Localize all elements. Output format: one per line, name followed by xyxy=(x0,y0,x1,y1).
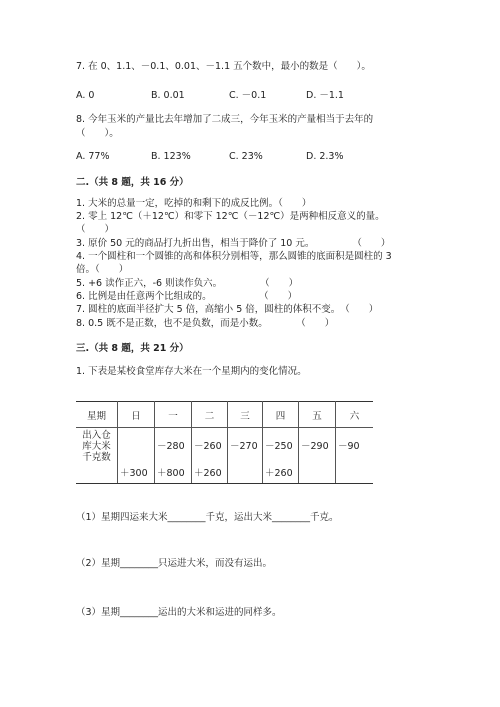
row-label-line: 千克数 xyxy=(82,452,111,463)
section-2-line: 5. +6 读作正六，-6 则读作负六。 （ ） xyxy=(76,278,299,289)
q7-option-a: A. 0 xyxy=(76,90,95,101)
table-cell xyxy=(228,428,263,484)
row-label-line: 库大米 xyxy=(82,441,111,452)
table-cell xyxy=(155,428,192,484)
table-header-cell: 六 xyxy=(336,402,374,428)
section-2-title: 二.（共 8 题，共 16 分） xyxy=(76,177,189,188)
rice-stock-table xyxy=(76,401,373,484)
q7-option-d: D. －1.1 xyxy=(306,90,344,101)
table-row xyxy=(76,428,373,484)
cell-out: －290 xyxy=(301,441,329,452)
q8-option-c: C. 23% xyxy=(229,151,263,162)
q7-option-c: C. －0.1 xyxy=(229,90,267,101)
table-header-cell: 日 xyxy=(118,402,155,428)
table-cell xyxy=(263,428,299,484)
table-header-cell: 星期 xyxy=(76,402,118,428)
sub-question-2: （2）星期________只运进大米，而没有运出。 xyxy=(76,558,273,569)
cell-in: ＋300 xyxy=(120,468,148,479)
sub-question-1: （1）星期四运来大米________千克，运出大米________千克。 xyxy=(76,512,339,523)
section-2-line: 2. 零上 12℃（＋12℃）和零下 12℃（－12℃）是两种相反意义的量。 xyxy=(76,211,385,222)
q8-option-d: D. 2.3% xyxy=(306,151,344,162)
section-2-line: 7. 圆柱的底面半径扩大 5 倍，高缩小 5 倍，圆柱的体积不变。 （ ） xyxy=(76,304,379,315)
section-2-line: 倍。（ ） xyxy=(76,264,129,275)
q7-option-b: B. 0.01 xyxy=(151,90,185,101)
table-header-cell: 四 xyxy=(263,402,299,428)
section-2-line: 3. 原价 50 元的商品打九折出售，相当于降价了 10 元。 （ ） xyxy=(76,238,391,249)
q8-option-b: B. 123% xyxy=(151,151,191,162)
q8-option-a: A. 77% xyxy=(76,151,110,162)
cell-in: ＋260 xyxy=(265,468,293,479)
section-2-line: 6. 比例是由任意两个比组成的。 （ ） xyxy=(76,291,298,302)
cell-in: ＋800 xyxy=(157,468,185,479)
table-cell xyxy=(336,428,374,484)
table-header-cell: 一 xyxy=(155,402,192,428)
cell-out: －260 xyxy=(194,441,222,452)
section-2-line: 1. 大米的总量一定，吃掉的和剩下的成反比例。（ ） xyxy=(76,198,312,209)
sub-question-3: （3）星期________运出的大米和运进的同样多。 xyxy=(76,607,282,618)
cell-in: ＋260 xyxy=(194,468,222,479)
table-cell xyxy=(118,428,155,484)
section-2-line: 8. 0.5 既不是正数，也不是负数，而是小数。 （ ） xyxy=(76,318,335,329)
question-7-text: 7. 在 0、1.1、－0.1、0.01、－1.1 五个数中，最小的数是（ ）。 xyxy=(76,61,371,72)
question-8-text-line1: 8. 今年玉米的产量比去年增加了二成三，今年玉米的产量相当于去年的 xyxy=(76,114,374,125)
cell-out: －280 xyxy=(157,441,185,452)
section-2-line: 4. 一个圆柱和一个圆锥的高和体积分别相等，那么圆锥的底面积是圆柱的 3 xyxy=(76,251,392,262)
cell-out: －270 xyxy=(230,441,258,452)
question-8-text-line2: （ ）。 xyxy=(76,128,119,139)
row-label-line: 出入仓 xyxy=(82,430,111,441)
cell-out: －250 xyxy=(265,441,293,452)
section-2-line: （ ） xyxy=(76,224,115,235)
table-header-cell: 二 xyxy=(192,402,228,428)
table-row-label xyxy=(76,428,118,484)
table-header-row xyxy=(76,402,373,428)
cell-out: －90 xyxy=(338,441,360,452)
table-header-cell: 三 xyxy=(228,402,263,428)
table-header-cell: 五 xyxy=(299,402,336,428)
section-3-title: 三.（共 8 题，共 21 分） xyxy=(76,343,189,354)
table-cell xyxy=(192,428,228,484)
section-3-question-1: 1. 下表是某校食堂库存大米在一个星期内的变化情况。 xyxy=(76,366,307,377)
table-cell xyxy=(299,428,336,484)
